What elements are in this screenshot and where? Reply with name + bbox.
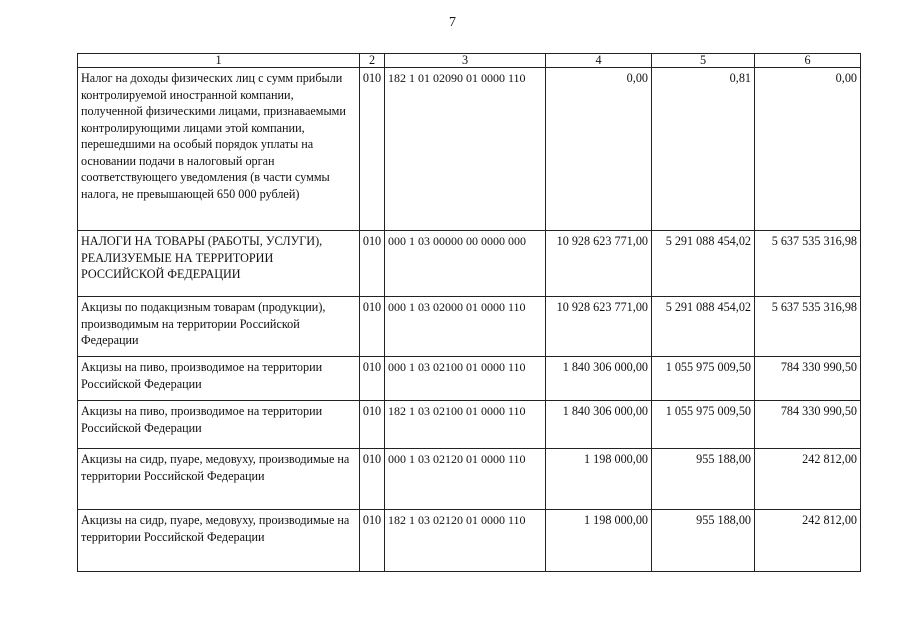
row-value-5: 1 055 975 009,50: [652, 357, 755, 401]
row-name: Акцизы по подакцизным товарам (продукции), производимым на территории Российской Федерации: [78, 297, 360, 357]
column-header-1: 1: [78, 54, 360, 68]
row-budget-code: 000 1 03 00000 00 0000 000: [385, 231, 546, 297]
row-name: Акцизы на сидр, пуаре, медовуху, производимые на территории Российской Федерации: [78, 510, 360, 572]
row-line-code: 010: [360, 401, 385, 449]
table-row: [78, 68, 861, 231]
table-row: [78, 510, 861, 572]
table-row: [78, 297, 861, 357]
row-line-code: 010: [360, 231, 385, 297]
row-name: Акцизы на пиво, производимое на территории Российской Федерации: [78, 357, 360, 401]
row-value-5: 955 188,00: [652, 510, 755, 572]
row-value-4: 0,00: [546, 68, 652, 231]
row-name: Налог на доходы физических лиц с сумм прибыли контролируемой иностранной компании, полученной физическими лицами, признаваемыми контролирующими лицами этой компании, перешедшими на особый порядок уплаты на основании подачи в налоговый орган соответствующего уведомления (в части суммы налога, не превышающей 650 000 рублей): [78, 68, 360, 231]
column-number-row: [78, 54, 861, 68]
row-line-code: 010: [360, 510, 385, 572]
row-value-6: 5 637 535 316,98: [755, 231, 861, 297]
row-value-4: 1 198 000,00: [546, 510, 652, 572]
budget-table: [77, 53, 861, 572]
row-budget-code: 000 1 03 02120 01 0000 110: [385, 449, 546, 510]
row-value-6: 242 812,00: [755, 510, 861, 572]
row-value-6: 784 330 990,50: [755, 357, 861, 401]
row-budget-code: 182 1 01 02090 01 0000 110: [385, 68, 546, 231]
row-value-4: 10 928 623 771,00: [546, 231, 652, 297]
column-header-3: 3: [385, 54, 546, 68]
column-header-6: 6: [755, 54, 861, 68]
row-value-4: 1 840 306 000,00: [546, 401, 652, 449]
table-row: [78, 357, 861, 401]
column-header-2: 2: [360, 54, 385, 68]
row-name: Акцизы на пиво, производимое на территории Российской Федерации: [78, 401, 360, 449]
column-header-5: 5: [652, 54, 755, 68]
row-budget-code: 182 1 03 02100 01 0000 110: [385, 401, 546, 449]
row-value-5: 5 291 088 454,02: [652, 297, 755, 357]
table-row: [78, 401, 861, 449]
row-value-5: 955 188,00: [652, 449, 755, 510]
row-value-4: 10 928 623 771,00: [546, 297, 652, 357]
row-line-code: 010: [360, 68, 385, 231]
row-name: Акцизы на сидр, пуаре, медовуху, производимые на территории Российской Федерации: [78, 449, 360, 510]
row-value-5: 5 291 088 454,02: [652, 231, 755, 297]
row-value-6: 5 637 535 316,98: [755, 297, 861, 357]
row-value-5: 1 055 975 009,50: [652, 401, 755, 449]
table-row: [78, 231, 861, 297]
row-value-4: 1 198 000,00: [546, 449, 652, 510]
row-name: НАЛОГИ НА ТОВАРЫ (РАБОТЫ, УСЛУГИ), РЕАЛИЗУЕМЫЕ НА ТЕРРИТОРИИ РОССИЙСКОЙ ФЕДЕРАЦИИ: [78, 231, 360, 297]
table-row: [78, 449, 861, 510]
row-budget-code: 000 1 03 02100 01 0000 110: [385, 357, 546, 401]
row-value-6: 242 812,00: [755, 449, 861, 510]
row-value-5: 0,81: [652, 68, 755, 231]
page-number: 7: [449, 15, 456, 30]
row-value-4: 1 840 306 000,00: [546, 357, 652, 401]
row-value-6: 784 330 990,50: [755, 401, 861, 449]
row-line-code: 010: [360, 449, 385, 510]
row-budget-code: 182 1 03 02120 01 0000 110: [385, 510, 546, 572]
row-value-6: 0,00: [755, 68, 861, 231]
row-line-code: 010: [360, 357, 385, 401]
column-header-4: 4: [546, 54, 652, 68]
row-budget-code: 000 1 03 02000 01 0000 110: [385, 297, 546, 357]
row-line-code: 010: [360, 297, 385, 357]
